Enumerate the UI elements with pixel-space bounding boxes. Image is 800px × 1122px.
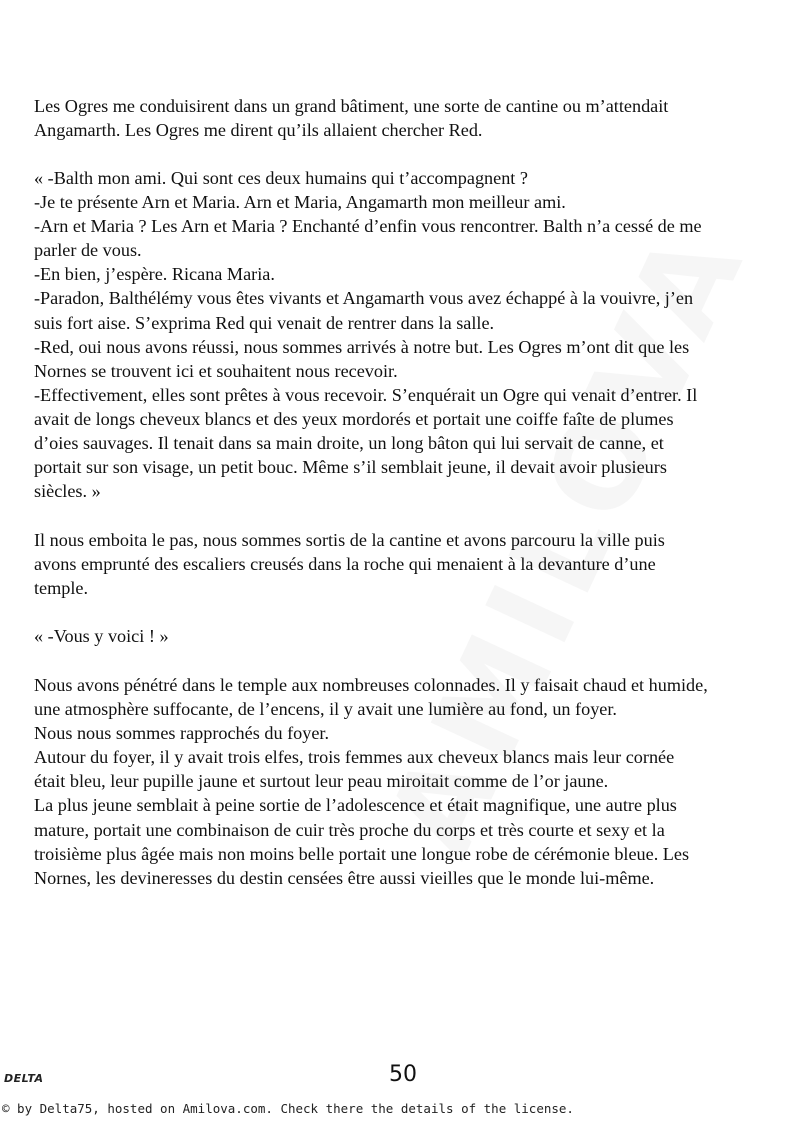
text-line: Il nous emboita le pas, nous sommes sortis de la cantine et avons parcouru la ville puis [34,530,665,550]
text-line: Angamarth. Les Ogres me dirent qu’ils allaient chercher Red. [34,120,483,141]
license-notice: © by Delta75, hosted on Amilova.com. Check there the details of the license. [2,1101,574,1116]
text-line: -En bien, j’espère. Ricana Maria. [34,264,275,285]
text-line: La plus jeune semblait à peine sortie de l’adolescence et était magnifique, une autre plus [34,795,677,816]
text-line: Autour du foyer, il y avait trois elfes, trois femmes aux cheveux blancs mais leur cornée [34,747,675,768]
text-line: -Arn et Maria ? Les Arn et Maria ? Enchanté d’enfin vous rencontrer. Balth n’a cessé de me [34,216,702,237]
text-line: -Paradon, Balthélémy vous êtes vivants et Angamarth vous avez échappé à la vouivre, j’en [34,288,694,309]
text-line: « -Balth mon ami. Qui sont ces deux humains qui t’accompagnent ? [34,168,528,188]
text-line: Les Ogres me conduisirent dans un grand bâtiment, une sorte de cantine ou m’attendait [34,96,669,116]
paragraph-5 [34,673,784,890]
text-line: Nous nous sommes rapprochés du foyer. [34,723,329,744]
text-line: avons emprunté des escaliers creusés dans la roche qui menaient à la devanture d’une [34,554,656,575]
text-line: était bleu, leur pupille jaune et surtout leur peau miroitait comme de l’or jaune. [34,771,609,792]
text-line: -Effectivement, elles sont prêtes à vous recevoir. S’enquérait un Ogre qui venait d’entrer. Il [34,384,698,405]
text-line: -Red, oui nous avons réussi, nous sommes arrivés à notre but. Les Ogres m’ont dit que les [34,336,690,357]
text-line: siècles. » [34,481,101,502]
text-line: parler de vous. [34,240,142,261]
page-number: 50 [389,1062,417,1087]
text-line: Nous avons pénétré dans le temple aux nombreuses colonnades. Il y faisait chaud et humide, [34,675,708,695]
text-line: d’oies sauvages. Il tenait dans sa main droite, un long bâton qui lui servait de canne, et [34,433,664,454]
text-line: Nornes se trouvent ici et souhaitent nous recevoir. [34,360,398,381]
paragraph-4-dialogue [34,624,784,648]
text-line: une atmosphère suffocante, de l’encens, il y avait une lumière au fond, un foyer. [34,699,617,720]
delta-logo: DELTA [4,1072,44,1085]
text-line: portait sur son visage, un petit bouc. Même s’il semblait jeune, il devait avoir plusieurs [34,457,667,478]
text-line: suis fort aise. S’exprima Red qui venait de rentrer dans la salle. [34,312,495,333]
text-line: avait de longs cheveux blancs et des yeux mordorés et portait une coiffe faîte de plumes [34,408,674,429]
text-line: troisième plus âgée mais non moins belle portait une longue robe de cérémonie bleue. Les [34,843,690,864]
text-line: -Je te présente Arn et Maria. Arn et Maria, Angamarth mon meilleur ami. [34,192,566,213]
text-line: Nornes, les devineresses du destin censées être aussi vieilles que le monde lui-même. [34,867,655,888]
text-line: temple. [34,578,89,599]
paragraph-3 [34,528,784,600]
text-line: mature, portait une combinaison de cuir très proche du corps et très courte et sexy et la [34,819,665,840]
text-line: « -Vous y voici ! » [34,626,169,646]
paragraph-1 [34,94,784,142]
paragraph-2-dialogue [34,166,784,503]
